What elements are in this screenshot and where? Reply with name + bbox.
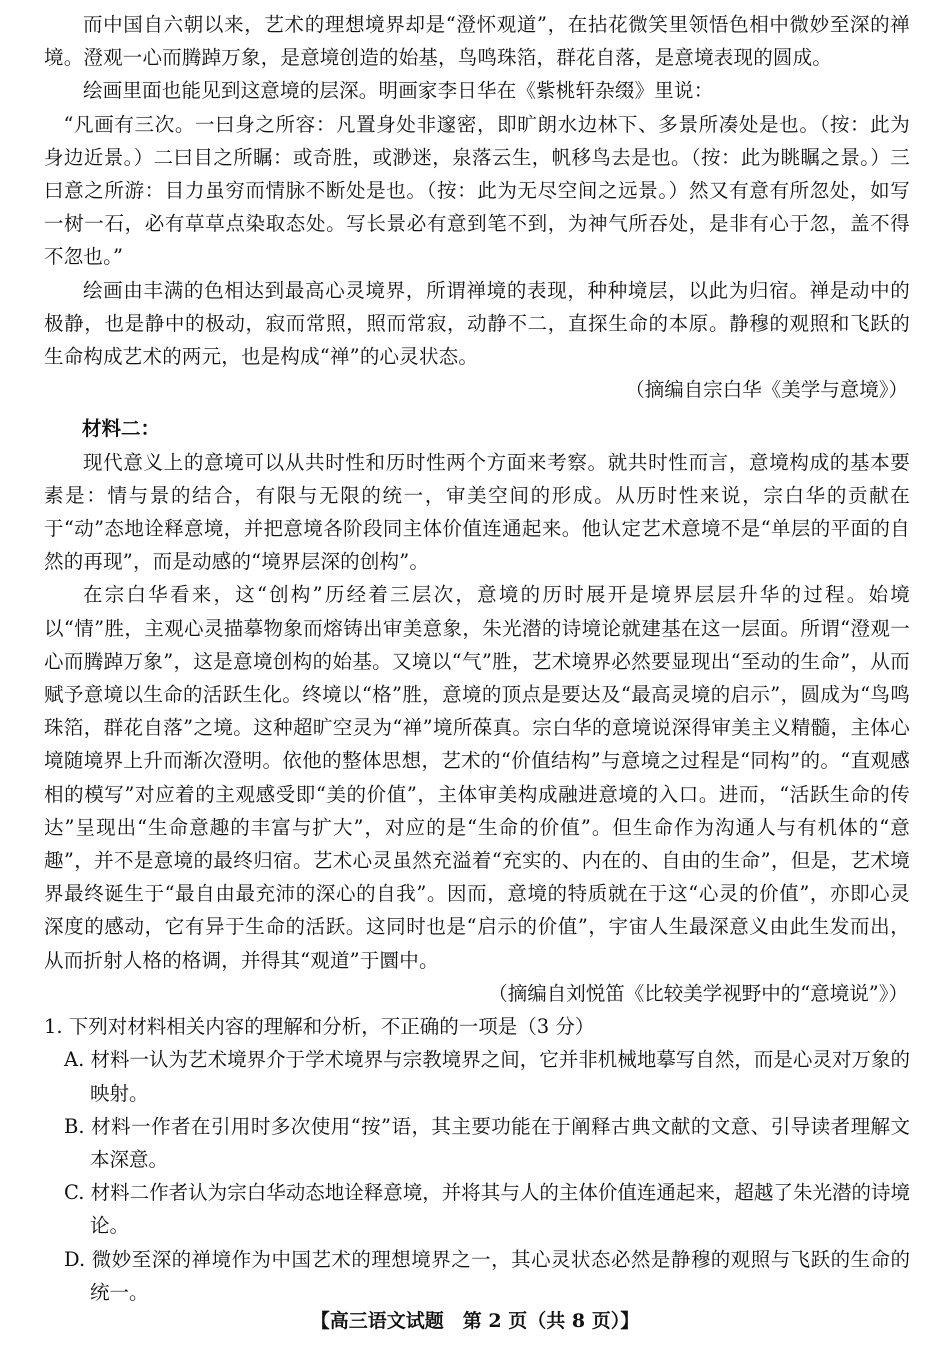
question-1 xyxy=(44,1010,910,1309)
material-two-paragraph-2: 在宗白华看来，这“创构”历经着三层次，意境的历时展开是境界层层升华的过程。始境以“情”胜，主观心灵描摹物象而熔铸出审美意象，朱光潜的诗境论就建基在这一层面。所谓“澄观一心而腾踔万象”，这是意境创构的始基。又境以“气”胜，艺术境界必然要显现出“至动的生命”，从而赋予意境以生命的活跃生化。终境以“格”胜，意境的顶点是要达及“最高灵境的启示”，圆成为“鸟鸣珠箔，群花自落”之境。这种超旷空灵为“禅”境所葆真。宗白华的意境说深得审美主义精髓，主体心境随境界上升而渐次澄明。依他的整体思想，艺术的“价值结构”与意境之过程是“同构”的。“直观感相的模写”对应着的主观感受即“美的价值”，主体审美构成融进意境的入口。进而，“活跃生命的传达”呈现出“生命意趣的丰富与扩大”，对应的是“生命的价值”。但生命作为沟通人与有机体的“意趣”，并不是意境的最终归宿。艺术心灵虽然充溢着“充实的、内在的、自由的生命”，但是，艺术境界最终诞生于“最自由最充沛的深心的自我”。因而，意境的特质就在于这“心灵的价值”，亦即心灵深度的感动，它有异于生命的活跃。这同时也是“启示的价值”，宇宙人生最深意义由此生发而出，从而折射人格的格调，并得其“观道”于圜中。 xyxy=(44,583,910,972)
material-one-source: （摘编自宗白华《美学与意境》） xyxy=(625,378,908,402)
material-one-paragraph-1: 而中国自六朝以来，艺术的理想境界却是“澄怀观道”，在拈花微笑里领悟色相中微妙至深的禅境。澄观一心而腾踔万象，是意境创造的始基，鸟鸣珠箔，群花自落，是意境表现的圆成。 xyxy=(44,13,910,70)
question-1-stem: 1. 下列对材料相关内容的理解和分析，不正确的一项是（3 分） xyxy=(44,1015,595,1039)
question-1-option-a: A. 材料一认为艺术境界介于学术境界与宗教境界之间，它并非机械地摹写自然，而是心灵对万象的映射。 xyxy=(64,1048,910,1105)
material-two-heading: 材料二： xyxy=(82,417,161,441)
material-one-quotation: “凡画有三次。一曰身之所容：凡置身处非邃密，即旷朗水边林下、多景所凑处是也。（按：此为身边近景。）二曰目之所瞩：或奇胜，或渺迷，泉落云生，帆移鸟去是也。（按：此为眺瞩之景。）三曰意之所游：目力虽穷而情脉不断处是也。（按：此为无尽空间之远景。）然又有意有所忽处，如写一树一石，必有草草点染取态处。写长景必有意到笔不到，为神气所吞处，是非有心于忽，盖不得不忽也。” xyxy=(44,112,910,269)
question-1-option-b: B. 材料一作者在引用时多次使用“按”语，其主要功能在于阐释古典文献的文意、引导读者理解文本深意。 xyxy=(64,1114,910,1171)
material-two xyxy=(44,412,910,1010)
material-two-source: （摘编自刘悦笛《比较美学视野中的“意境说”》） xyxy=(488,981,908,1005)
exam-page xyxy=(44,8,910,1309)
question-1-option-c: C. 材料二作者认为宗白华动态地诠释意境，并将其与人的主体价值连通起来，超越了朱光潜的诗境论。 xyxy=(64,1181,910,1238)
material-one-paragraph-2: 绘画里面也能见到这意境的层深。明画家李日华在《紫桃轩杂缀》里说： xyxy=(83,79,714,103)
page-footer: 【高三语文试题 第 2 页（共 8 页）】 xyxy=(310,1310,640,1332)
material-two-paragraph-1: 现代意义上的意境可以从共时性和历时性两个方面来考察。就共时性而言，意境构成的基本要素是：情与景的结合，有限与无限的统一，审美空间的形成。从历时性来说，宗白华的贡献在于“动”态地诠释意境，并把意境各阶段同主体价值连通起来。他认定艺术意境不是“单层的平面的自然的再现”，而是动感的“境界层深的创构”。 xyxy=(44,450,910,574)
material-one-paragraph-4: 绘画由丰满的色相达到最高心灵境界，所谓禅境的表现，种种境层，以此为归宿。禅是动中的极静，也是静中的极动，寂而常照，照而常寂，动静不二，直探生命的本原。静穆的观照和飞跃的生命构成艺术的两元，也是构成“禅”的心灵状态。 xyxy=(44,278,910,369)
material-one xyxy=(44,8,910,406)
question-1-option-d: D. 微妙至深的禅境作为中国艺术的理想境界之一，其心灵状态必然是静穆的观照与飞跃的生命的统一。 xyxy=(64,1247,910,1304)
